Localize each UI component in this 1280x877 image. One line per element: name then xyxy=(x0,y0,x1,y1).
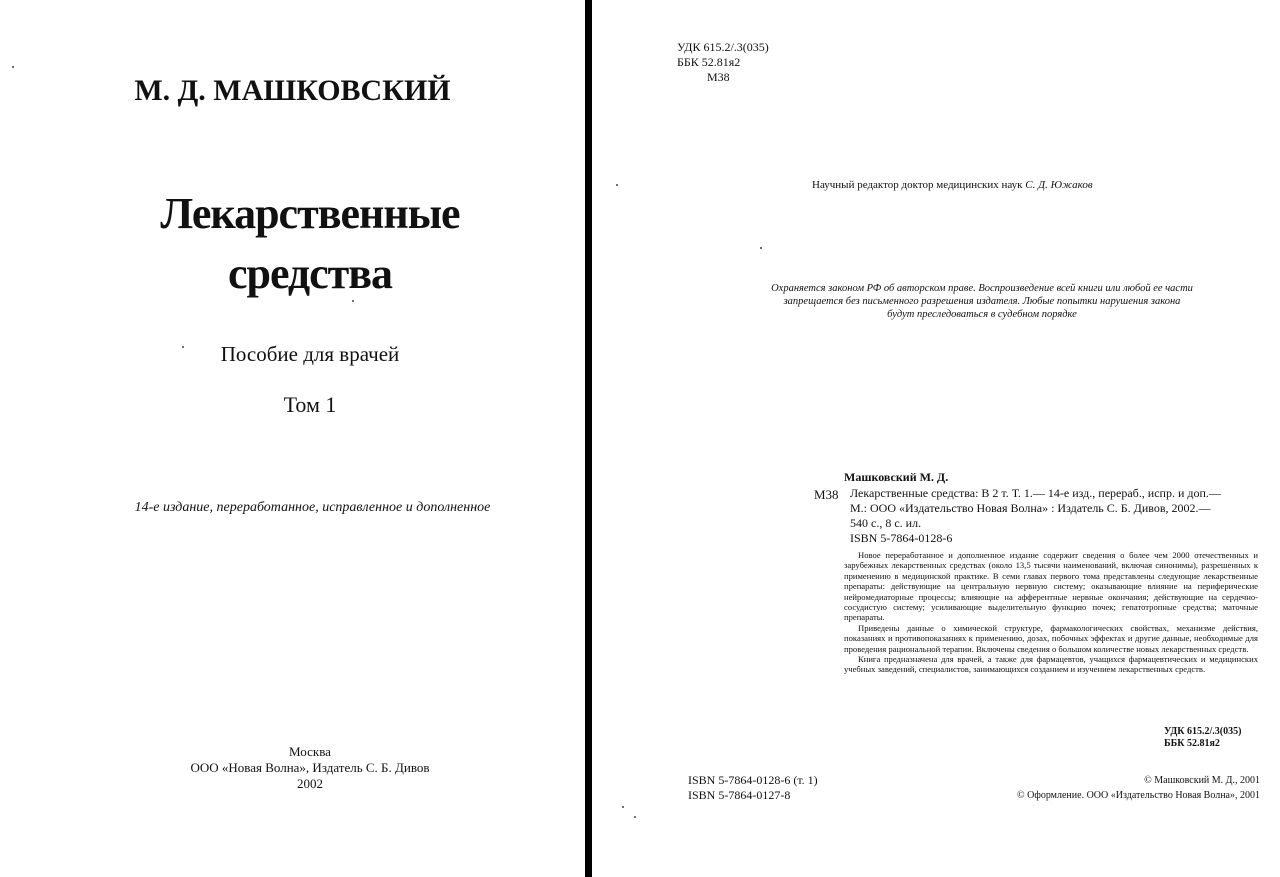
annotation-paragraph: Книга предназначена для врачей, а также для фармацевтов, учащихся фармацевтических и медицинских учебных заведений, специалистов, занимающихся созданием и изучением лекарственных средств. xyxy=(844,654,1258,675)
scan-speck xyxy=(634,816,636,818)
imprint-year: 2002 xyxy=(297,776,323,791)
card-description xyxy=(850,486,1260,531)
imprint-publisher: ООО «Новая Волна», Издатель С. Б. Дивов xyxy=(190,760,430,775)
card-udk: УДК 615.2/.3(035) xyxy=(1164,726,1242,737)
card-bbk: ББК 52.81я2 xyxy=(1164,738,1220,749)
imprint-page xyxy=(592,0,1280,877)
classification-block xyxy=(677,40,769,85)
isbn-set: ISBN 5-7864-0127-8 xyxy=(688,788,791,802)
imprint-city: Москва xyxy=(289,744,331,759)
scan-speck xyxy=(616,184,618,186)
imprint xyxy=(0,744,620,792)
book-subtitle: Пособие для врачей xyxy=(220,342,400,366)
scan-speck xyxy=(352,300,354,302)
copyright-notice xyxy=(712,282,1252,321)
scientific-editor xyxy=(812,179,1093,191)
credit-design: © Оформление. ООО «Издательство Новая Волна», 2001 xyxy=(1017,790,1260,801)
book-title xyxy=(0,184,620,304)
scan-speck xyxy=(760,247,762,249)
card-description-line: Лекарственные средства: В 2 т. Т. 1.— 14-е изд., перераб., испр. и доп.— xyxy=(850,486,1221,500)
book-title-line-1: Лекарственные xyxy=(160,189,460,238)
card-isbn: ISBN 5-7864-0128-6 xyxy=(850,531,953,545)
annotation-paragraph: Новое переработанное и дополненное издание содержит сведения о более чем 2000 отечественных и зарубежных лекарственных средствах (около 13,5 тысячи наименований, включая синонимы), разрешенных к применению в медицинской практике. В семи главах первого тома представлены следующие лекарственные препараты: действующие на центральную нервную систему; оказывающие влияние на периферические нейромедиаторные процессы; влияющие на афферентные нервные окончания; действующие на сердечно-сосудистую систему; усиливающие выделительную функцию почек; гепатотропные средства; маточные препараты. xyxy=(844,550,1258,623)
book-edition: 14-е издание, переработанное, исправленное и дополненное xyxy=(134,500,491,515)
bbk-code: ББК 52.81я2 xyxy=(677,55,741,69)
catalog-card xyxy=(592,470,1280,760)
isbn-volume: ISBN 5-7864-0128-6 (т. 1) xyxy=(688,773,818,787)
author-mark: М38 xyxy=(707,70,730,84)
book-title-line-2: средства xyxy=(227,249,393,298)
title-page xyxy=(0,0,585,877)
scan-speck xyxy=(12,66,14,68)
udk-code: УДК 615.2/.3(035) xyxy=(677,40,769,54)
scan-speck xyxy=(182,346,184,348)
credit-author: © Машковский М. Д., 2001 xyxy=(1144,775,1260,786)
copyright-line: Охраняется законом РФ об авторском праве. Воспроизведение всей книги или любой ее части xyxy=(771,283,1193,294)
scientific-editor-name: С. Д. Южаков xyxy=(1025,179,1093,191)
copyright-line: запрещается без письменного разрешения издателя. Любые попытки нарушения закона xyxy=(783,296,1181,307)
annotation xyxy=(844,550,1258,675)
card-classification xyxy=(1164,726,1241,750)
isbn-list xyxy=(688,773,818,803)
card-code: М38 xyxy=(814,487,839,502)
book-volume: Том 1 xyxy=(283,392,337,417)
annotation-paragraph: Приведены данные о химической структуре, фармакологических свойствах, механизме действия, показаниях и противопоказаниях к применению, дозах, побочных эффектах и другие данные, необходимые для проведения рациональной терапии. Включены сведения о большом количестве новых лекарственных средств. xyxy=(844,622,1258,654)
card-description-line: 540 с., 8 с. ил. xyxy=(850,516,922,530)
copyright-credits xyxy=(982,773,1260,803)
copyright-line: будут преследоваться в судебном порядке xyxy=(887,309,1077,320)
book-author: М. Д. МАШКОВСКИЙ xyxy=(134,74,451,107)
page-gutter xyxy=(585,0,592,877)
card-description-line: М.: ООО «Издательство Новая Волна» : Издатель С. Б. Дивов, 2002.— xyxy=(850,501,1211,515)
scan-speck xyxy=(622,806,624,808)
scientific-editor-label: Научный редактор доктор медицинских наук xyxy=(812,179,1023,191)
card-author: Машковский М. Д. xyxy=(844,470,949,484)
